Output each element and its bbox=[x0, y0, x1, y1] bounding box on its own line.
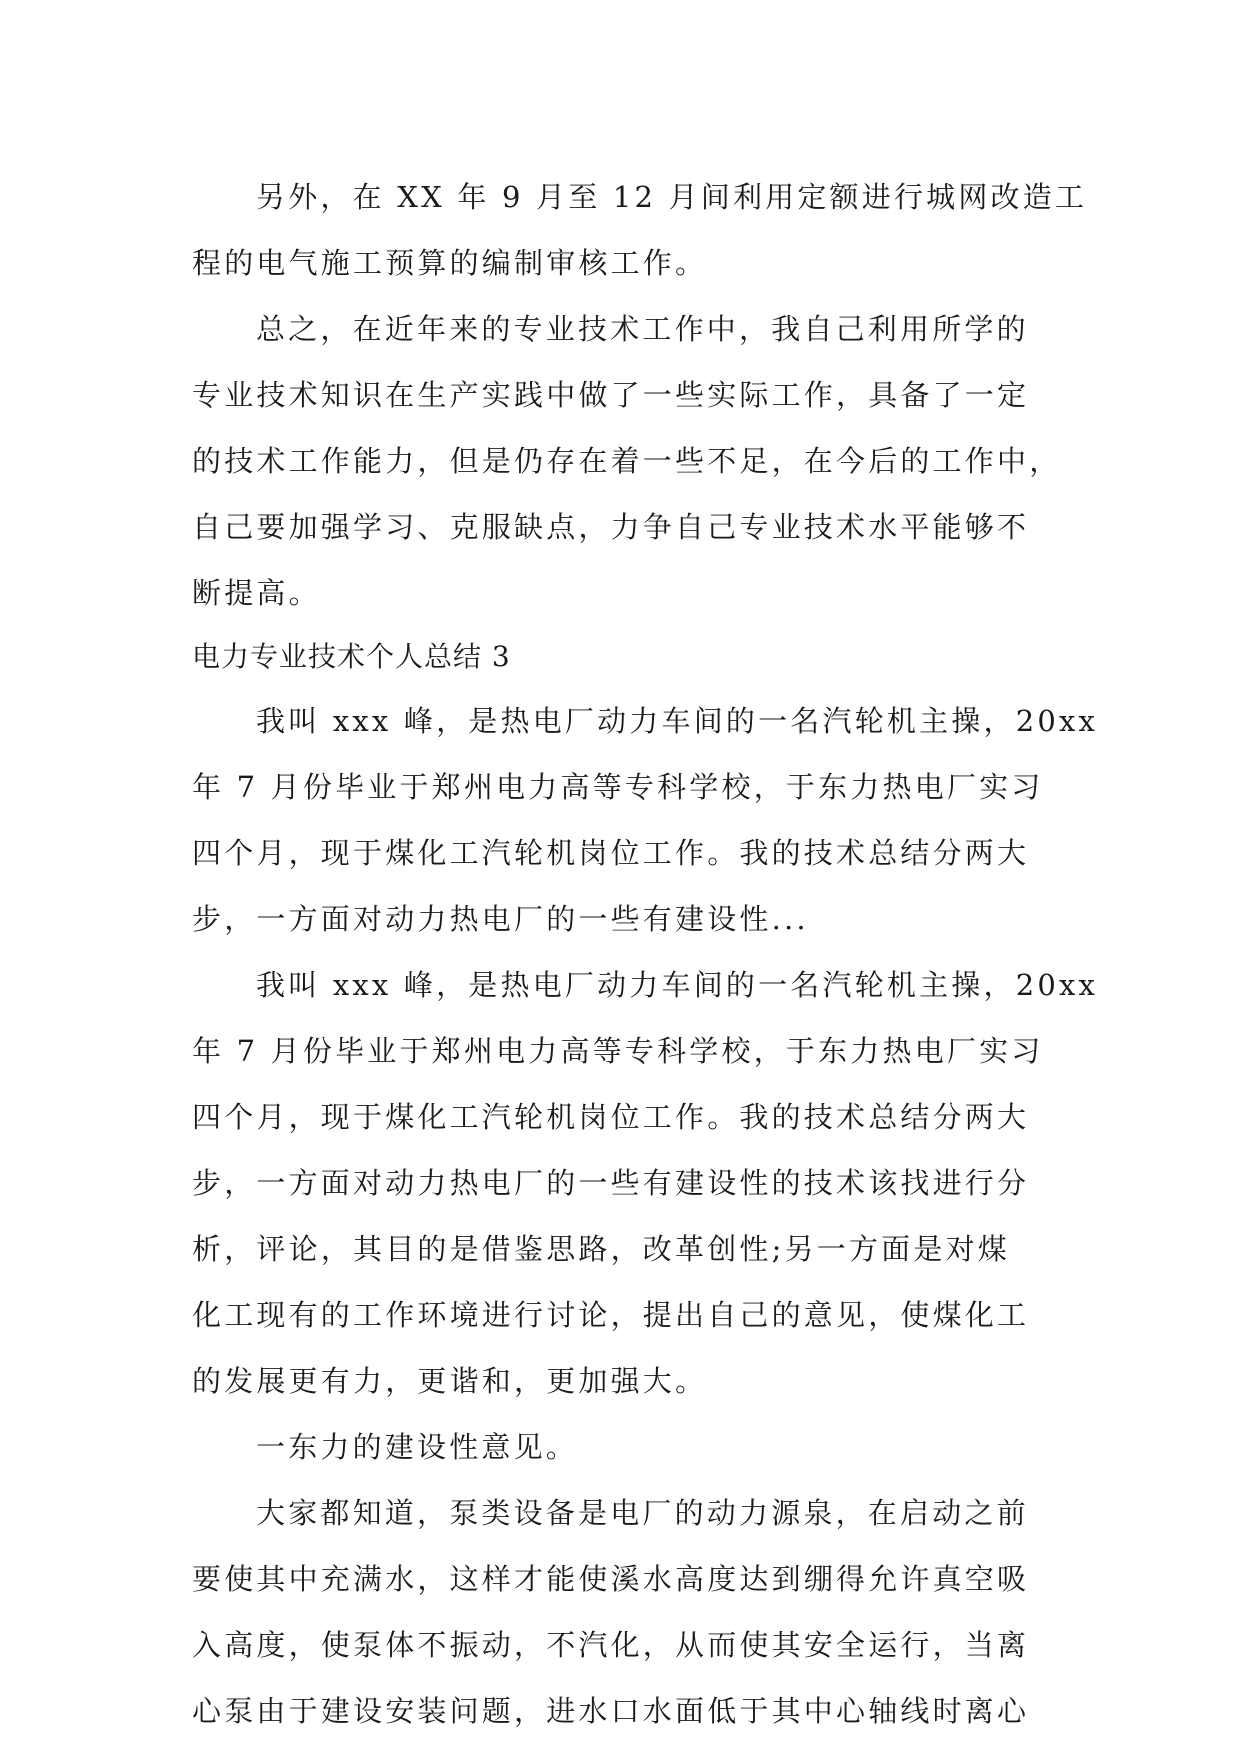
text-line: 断提高。 bbox=[192, 576, 321, 610]
text-line: 年 7 月份毕业于郑州电力高等专科学校，于东力热电厂实习 bbox=[192, 1034, 1044, 1068]
text-line: 专业技术知识在生产实践中做了一些实际工作，具备了一定 bbox=[192, 378, 1030, 412]
text-line: 入高度，使泵体不振动，不汽化，从而使其安全运行，当离 bbox=[192, 1628, 1030, 1662]
text-line: 总之，在近年来的专业技术工作中，我自己利用所学的 bbox=[256, 312, 1029, 346]
document-body bbox=[192, 164, 1099, 1744]
text-line: 我叫 xxx 峰，是热电厂动力车间的一名汽轮机主操，20xx bbox=[256, 968, 1099, 1002]
text-line: 另外，在 XX 年 9 月至 12 月间利用定额进行城网改造工 bbox=[256, 180, 1088, 214]
text-line: 的发展更有力，更谐和，更加强大。 bbox=[192, 1364, 708, 1398]
text-line: 四个月，现于煤化工汽轮机岗位工作。我的技术总结分两大 bbox=[192, 836, 1030, 870]
text-line: 化工现有的工作环境进行讨论，提出自己的意见，使煤化工 bbox=[192, 1298, 1030, 1332]
text-line: 的技术工作能力，但是仍存在着一些不足，在今后的工作中， bbox=[192, 444, 1062, 478]
text-line: 一东力的建设性意见。 bbox=[256, 1430, 579, 1464]
text-line: 析，评论，其目的是借鉴思路，改革创性;另一方面是对煤 bbox=[192, 1232, 1010, 1266]
text-line: 步，一方面对动力热电厂的一些有建设性的技术该找进行分 bbox=[192, 1166, 1030, 1200]
text-line: 我叫 xxx 峰，是热电厂动力车间的一名汽轮机主操，20xx bbox=[256, 704, 1099, 738]
text-line: 四个月，现于煤化工汽轮机岗位工作。我的技术总结分两大 bbox=[192, 1100, 1030, 1134]
text-line: 年 7 月份毕业于郑州电力高等专科学校，于东力热电厂实习 bbox=[192, 770, 1044, 804]
text-line: 大家都知道，泵类设备是电厂的动力源泉，在启动之前 bbox=[256, 1496, 1029, 1530]
text-line: 步，一方面对动力热电厂的一些有建设性... bbox=[192, 902, 809, 936]
section-heading: 电力专业技术个人总结 3 bbox=[192, 640, 511, 673]
text-line: 自己要加强学习、克服缺点，力争自己专业技术水平能够不 bbox=[192, 510, 1030, 544]
text-line: 程的电气施工预算的编制审核工作。 bbox=[192, 246, 708, 280]
text-line: 心泵由于建设安装问题，进水口水面低于其中心轴线时离心 bbox=[192, 1694, 1030, 1728]
text-line: 要使其中充满水，这样才能使溪水高度达到绷得允许真空吸 bbox=[192, 1562, 1030, 1596]
